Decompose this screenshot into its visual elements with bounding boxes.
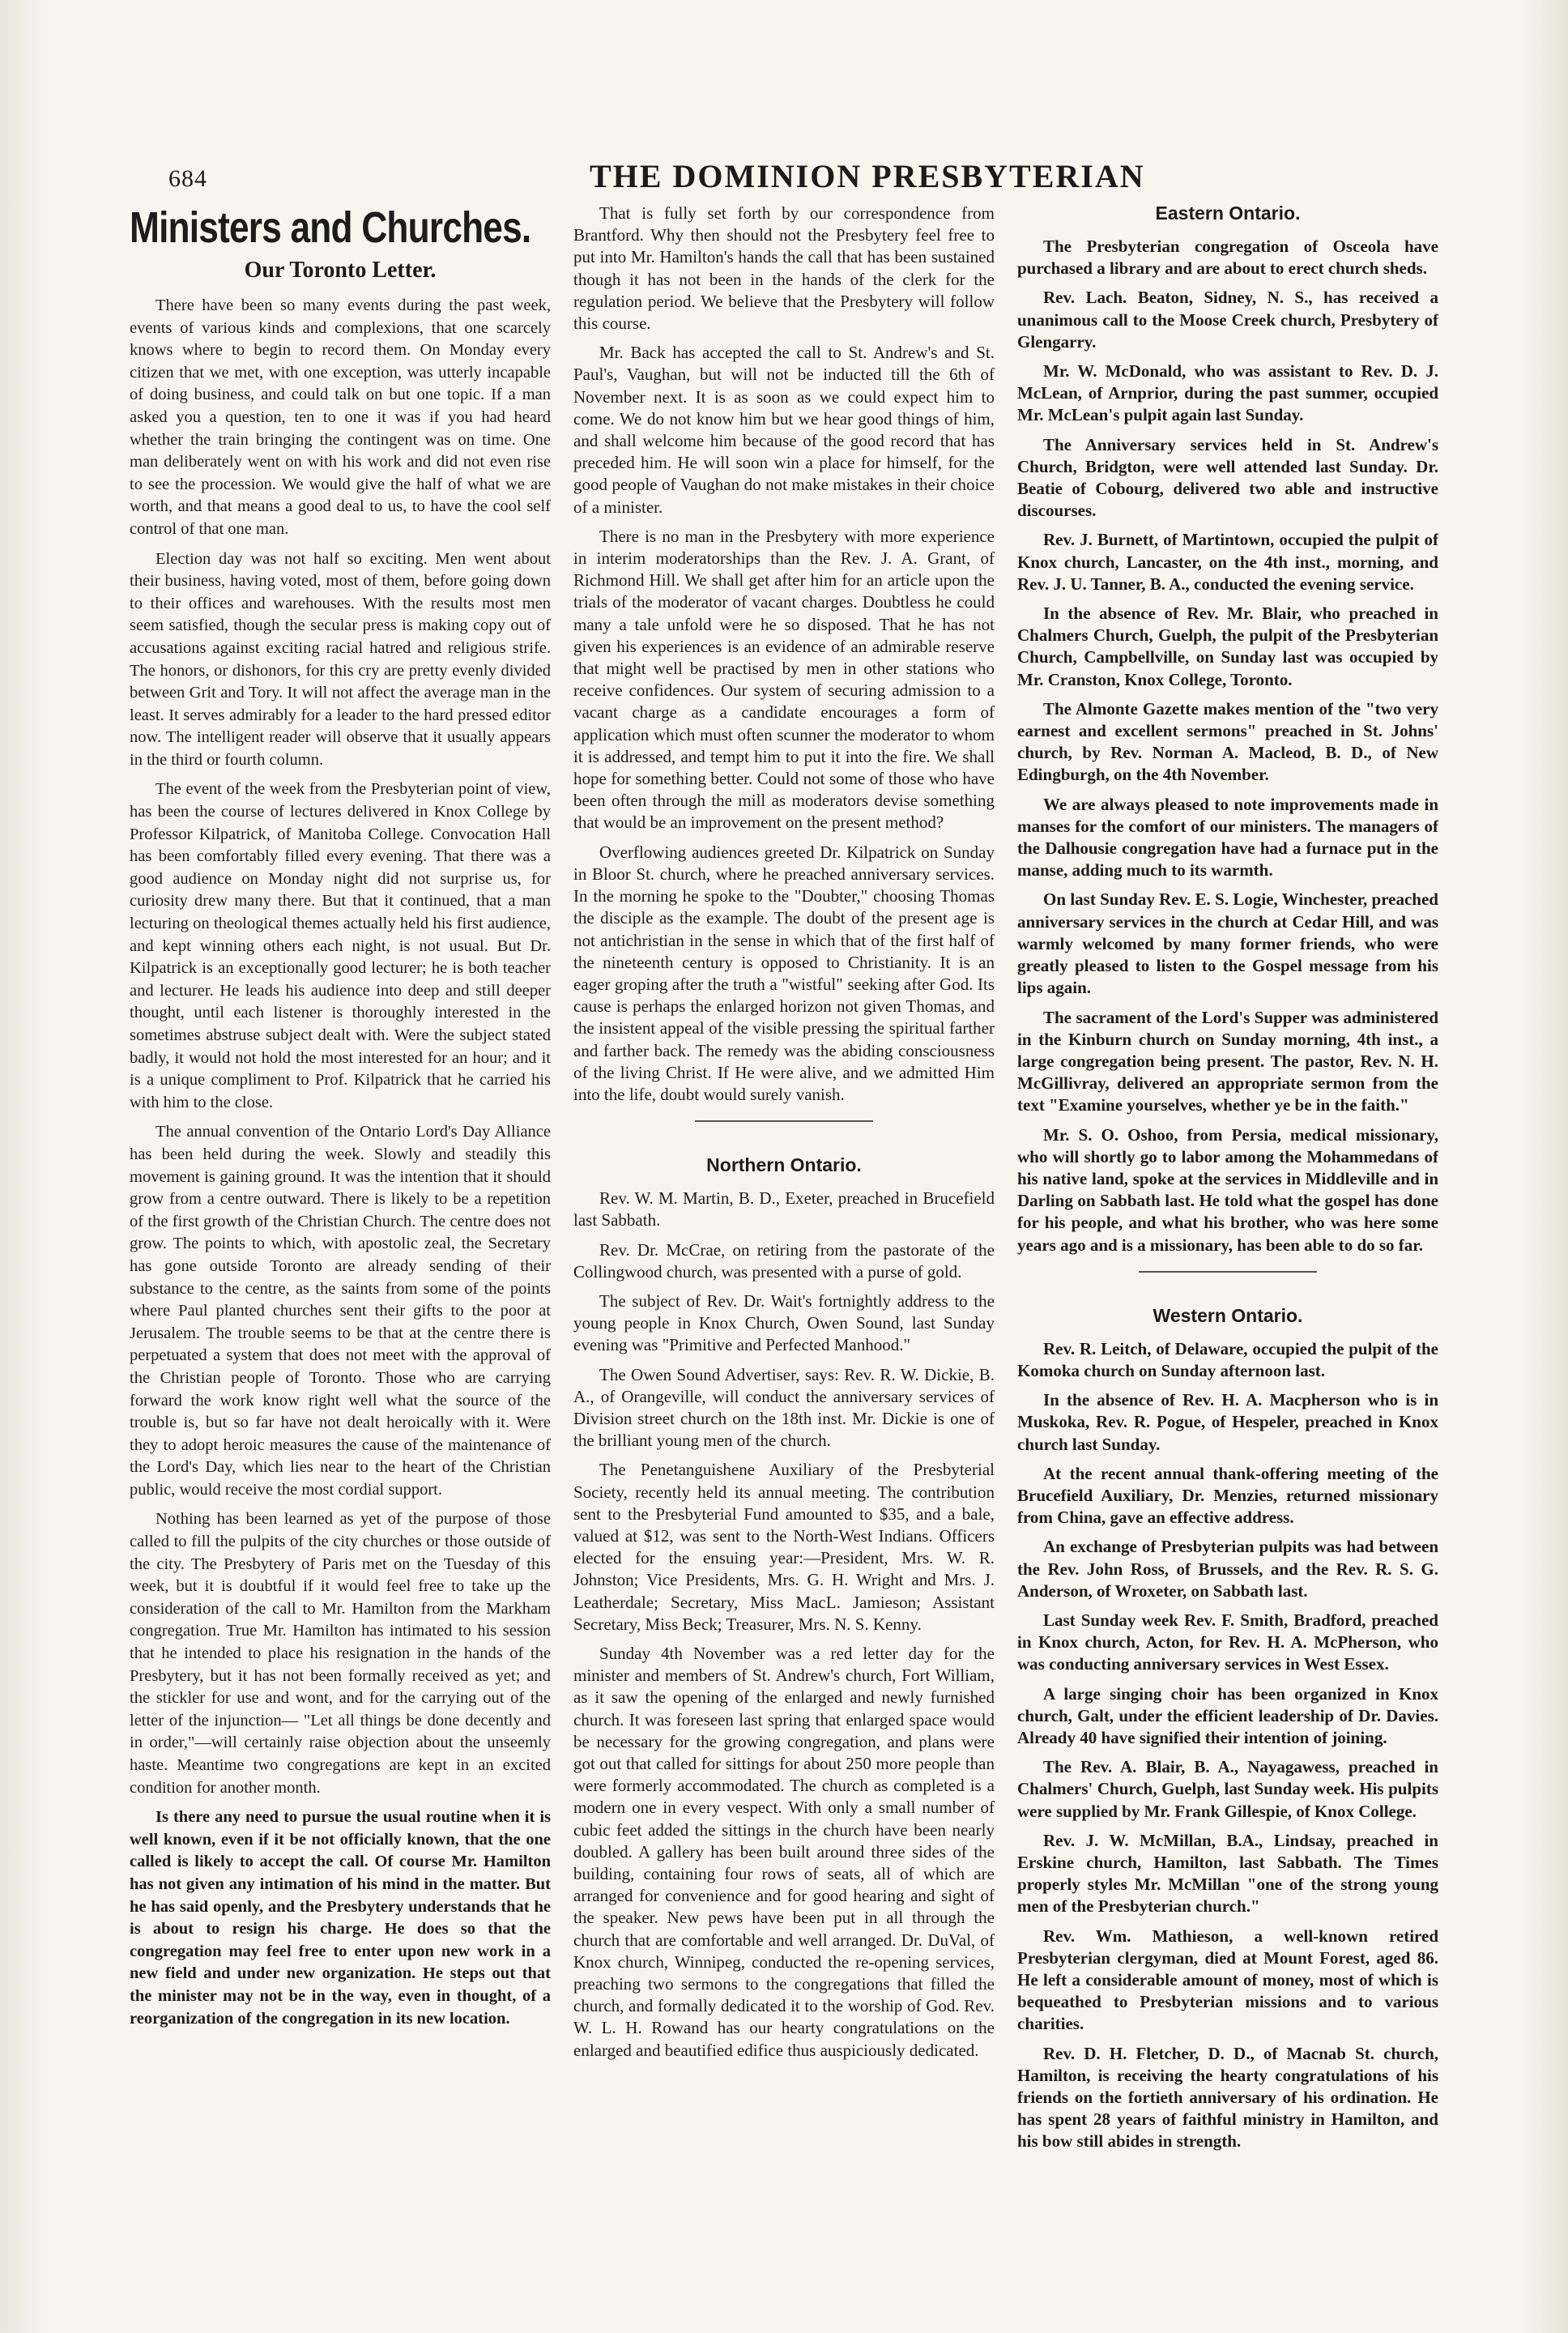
paragraph: The sacrament of the Lord's Supper was administered in the Kinburn church on Sunday morning, 4th inst., a large congregation being present. The pastor, Rev. N. H. McGillivray, delivered an appropriate sermon from the text "Examine yourselves, whether ye be in the faith." [1017,1007,1438,1115]
paragraph: There have been so many events during the past week, events of various kinds and complexions, that one scarcely knows where to begin to record them. On Monday every citizen that we met, with one exception, was utterly incapable of doing business, and could talk on but one topic. If a man asked you a question, ten to one it was if you had heard whether the train bringing the contingent was on time. One man deliberately went on with his work and did not even rise to see the procession. We would give the half of what we are worth, and that means a good deal to us, to have the cool self control of that one man. [130,296,551,538]
running-head: THE DOMINION PRESBYTERIAN [590,158,1145,194]
column-3 [1017,203,1438,2179]
paragraph: Rev. Dr. McCrae, on retiring from the pastorate of the Collingwood church, was presented with a purse of gold. [573,1239,995,1282]
paragraph: Rev. J. Burnett, of Martintown, occupied the pulpit of Knox church, Lancaster, on the 4th inst., morning, and Rev. J. U. Tanner, B. A., conducted the evening service. [1017,530,1438,594]
paragraph: Overflowing audiences greeted Dr. Kilpatrick on Sunday in Bloor St. church, where he preached anniversary services. In the morning he spoke to the "Doubter," choosing Thomas the disciple as the example. The doubt of the present age is not antichristian in the sense in which that of the first half of the nineteenth century is opposed to Christianity. It is an eager groping after the truth a "wistful" seeking after God. Its cause is perhaps the enlarged horizon not given Thomas, and the insistent appeal of the visible pressing the spiritual farther and farther back. The remedy was the abiding consciousness of the living Christ. If He were alive, and we admitted Him into the life, doubt would surely vanish. [573,842,995,1104]
page-header [168,154,1400,196]
paragraph: The Anniversary services held in St. Andrew's Church, Bridgton, were well attended last Sunday. Dr. Beatie of Cobourg, delivered two able and instructive discourses. [1017,434,1438,521]
paragraph: On last Sunday Rev. E. S. Logie, Winchester, preached anniversary services in the church at Cedar Hill, and was warmly welcomed by many former friends, who were greatly pleased to listen to the Gospel message from his lips again. [1017,889,1438,998]
paragraph: The event of the week from the Presbyterian point of view, has been the course of lectures delivered in Knox College by Professor Kilpatrick, of Manitoba College. Convocation Hall has been comfortably filled every evening. That there was a good audience on Monday night did not surprise us, for curiosity drew many there. But that it continued, that a man lecturing on theological themes actually held his first audience, and kept winning others each night, is not usual. But Dr. Kilpatrick is an exceptionally good lecturer; he is both teacher and lecturer. He leads his audience into deep and still deeper thought, until each listener is thoroughly interested in the sometimes abstruse subject dealt with. Were the subject stated badly, it would not hold the most interested for an hour; and it is a unique compliment to Prof. Kilpatrick that he carried his with him to the close. [130,780,551,1111]
section-heading-western-ontario: Western Ontario. [1153,1304,1303,1326]
paragraph: Rev. R. Leitch, of Delaware, occupied the pulpit of the Komoka church on Sunday afternoon last. [1017,1338,1438,1380]
paragraph: Rev. Wm. Mathieson, a well-known retired Presbyterian clergyman, died at Mount Forest, aged 86. He left a considerable amount of money, most of which is bequeathed to Presbyterian missions and to various charities. [1017,1926,1438,2034]
section-heading-northern-ontario: Northern Ontario. [706,1154,862,1176]
paragraph: Election day was not half so exciting. Men went about their business, having voted, most of them, before going down to their offices and warehouses. With the results most men seem satisfied, though the secular press is making copy out of accusations against exciting racial hatred and religious strife. The honors, or dishonors, for this cry are pretty evenly divided between Grit and Tory. It will not affect the average man in the least. It serves admirably for a leader to the hard pressed editor now. The intelligent reader will observe that it usually appears in the third or fourth column. [130,549,551,769]
page-number: 684 [168,165,207,192]
paragraph: Rev. D. H. Fletcher, D. D., of Macnab St. church, Hamilton, is receiving the hearty congratulations of his friends on the fortieth anniversary of his ordination. He has spent 28 years of faithful ministry in Hamilton, and his bow still abides in strength. [1017,2043,1438,2152]
paragraph: There is no man in the Presbytery with more experience in interim moderatorships than the Rev. J. A. Grant, of Richmond Hill. We shall get after him for an article upon the trials of the moderator of vacant charges. Doubtless he could many a tale unfold were he so disposed. That he has not given his experiences is an evidence of an admirable reserve that might well be practised by men in other stations who receive confidences. Our system of securing admission to a vacant charge as a candidate encourages a form of application which must often scunner the moderator to whom it is addressed, and tempt him to put it into the fire. We shall hope for something better. Could not some of those who have been often through the mill as moderators devise something that would be an improvement on the present method? [573,526,995,833]
paragraph: The Rev. A. Blair, B. A., Nayagawess, preached in Chalmers' Church, Guelph, last Sunday week. His pulpits were supplied by Mr. Frank Gillespie, of Knox College. [1017,1757,1438,1821]
main-title: Ministers and Churches. [130,203,531,252]
paragraph: An exchange of Presbyterian pulpits was had between the Rev. John Ross, of Brussels, and the Rev. R. S. G. Anderson, of Wroxeter, on Sabbath last. [1017,1537,1438,1601]
section-heading-eastern-ontario: Eastern Ontario. [1155,203,1301,224]
paragraph: Sunday 4th November was a red letter day for the minister and members of St. Andrew's church, Fort William, as it saw the opening of the enlarged and newly furnished church. It was foreseen last spring that enlarged space would be necessary for the growing congregation, and plans were got out that called for sittings for about 250 more people than were formerly accommodated. The church as completed is a modern one in every vespect. With only a small number of cubic feet added the sittings in the church have been nearly doubled. A gallery has been built around three sides of the building, containing four rows of seats, all of which are arranged for convenience and for good hearing and sight of the speaker. New pews have been put in all through the church that are comfortable and well arranged. Dr. DuVal, of Knox church, Winnipeg, conducted the re-opening services, preaching two sermons to the congregations that filled the church, and formally dedicated it to the worship of God. Rev. W. L. H. Rowand has our hearty congratulations on the enlarged and beautified edifice thus auspiciously dedicated. [573,1643,995,2060]
paragraph: The Almonte Gazette makes mention of the "two very earnest and excellent sermons" preached in St. Johns' church, by Rev. Norman A. Macleod, B. D., of New Edingburgh, on the 4th November. [1017,698,1438,785]
paragraph: The Owen Sound Advertiser, says: Rev. R. W. Dickie, B. A., of Orangeville, will conduct the anniversary services of Division street church on the 18th inst. Mr. Dickie is one of the brilliant young men of the church. [573,1364,995,1451]
paragraph: Mr. S. O. Oshoo, from Persia, medical missionary, who will shortly go to labor among the Mohammedans of his native land, spoke at the services in Middleville and in Darling on Sabbath last. He told what the gospel has done for his people, and what his brother, who was here some years ago and is a missionary, has been able to do so far. [1017,1124,1438,1255]
column-2 [573,203,995,2179]
section-divider [695,1120,873,1122]
paragraph: That is fully set forth by our correspondence from Brantford. Why then should not the Presbytery feel free to put into Mr. Hamilton's hands the call that has been sustained though it has not been in the hands of the clerk for the regulation period. We believe that the Presbytery will follow this course. [573,203,995,334]
paragraph: Last Sunday week Rev. F. Smith, Bradford, preached in Knox church, Acton, for Rev. H. A. McPherson, who was conducting anniversary services in West Essex. [1017,1610,1438,1674]
paragraph: The Penetanguishene Auxiliary of the Presbyterial Society, recently held its annual meeting. The contribution sent to the Presbyterial Fund amounted to $35, and a bale, valued at $12, was sent to the North-West Indians. Officers elected for the ensuing year:—President, Mrs. W. R. Johnston; Vice Presidents, Mrs. G. H. Wright and Mrs. J. Leatherdale; Secretary, Miss MacL. Jamieson; Assistant Secretary, Miss Beck; Treasurer, Mrs. N. S. Kenny. [573,1460,995,1634]
paragraph: Nothing has been learned as yet of the purpose of those called to fill the pulpits of the city churches or those outside of the city. The Presbytery of Paris met on the Tuesday of this week, but it is doubtful if it would feel free to take up the consideration of the call to Mr. Hamilton from the Markham congregation. True Mr. Hamilton has intimated to his session that he intended to place his resignation in the hands of the Presbytery, but it has not been formally received as yet; and the stickler for use and wont, and for the carrying out of the letter of the injunction— "Let all things be done decently and in order,"—will certainly raise objection about the unseemly haste. Meantime two congregations are kept in an excited condition for another month. [130,1510,551,1797]
paragraph: The subject of Rev. Dr. Wait's fortnightly address to the young people in Knox Church, Owen Sound, last Sunday evening was "Primitive and Perfected Manhood." [573,1290,995,1355]
paragraph: Is there any need to pursue the usual routine when it is well known, even if it be not officially known, that the one called is likely to accept the call. Of course Mr. Hamilton has not given any intimation of his mind in the matter. But he has said openly, and the Presbytery understands that he is about to resign his charge. He does so that the congregation may feel free to enter upon new work in a new field and under new organization. He steps out that the minister may not be in the way, even in thought, of a reorganization of the congregation in its new location. [130,1808,551,2028]
paragraph: In the absence of Rev. H. A. Macpherson who is in Muskoka, Rev. R. Pogue, of Hespeler, preached in Knox church last Sunday. [1017,1390,1438,1454]
paragraph: Mr. W. McDonald, who was assistant to Rev. D. J. McLean, of Arnprior, during the past summer, occupied Mr. McLean's pulpit again last Sunday. [1017,361,1438,425]
paragraph: The Presbyterian congregation of Osceola have purchased a library and are about to erect church sheds. [1017,237,1438,279]
paragraph: Rev. W. M. Martin, B. D., Exeter, preached in Brucefield last Sabbath. [573,1188,995,1230]
sub-title: Our Toronto Letter. [244,258,437,283]
paragraph: In the absence of Rev. Mr. Blair, who preached in Chalmers Church, Guelph, the pulpit of the Presbyterian Church, Campbellville, on Sunday last was occupied by Mr. Cranston, Knox College, Toronto. [1017,604,1438,689]
paragraph: A large singing choir has been organized in Knox church, Galt, under the efficient leadership of Dr. Davies. Already 40 have signified their intention of joining. [1017,1683,1438,1747]
paragraph: Rev. Lach. Beaton, Sidney, N. S., has received a unanimous call to the Moose Creek church, Presbytery of Glengarry. [1017,288,1438,352]
paragraph: Mr. Back has accepted the call to St. Andrew's and St. Paul's, Vaughan, but will not be inducted till the 6th of November next. It is as soon as we could expect him to come. We do not know him but we hear good things of him, and shall welcome him because of the good record that has preceded him. He will soon win a place for himself, for the good people of Vaughan do not make mistakes in their choice of a minister. [573,343,995,517]
paragraph: We are always pleased to note improvements made in manses for the comfort of our ministers. The managers of the Dalhousie congregation have had a furnace put in the manse, adding much to its warmth. [1017,794,1438,881]
section-divider [1139,1271,1317,1273]
paragraph: The annual convention of the Ontario Lord's Day Alliance has been held during the week. Slowly and steadily this movement is gaining ground. It was the intention that it should grow from a centre outward. There is likely to be a repetition of the first growth of the Christian Church. The centre does not grow. The points to which, with apostolic zeal, the Secretary has gone outside Toronto are already sending of their substance to the centre, as the saints from some of the points where Paul planted churches sent their gifts to the poor at Jerusalem. The trouble seems to be that at the centre there is perpetuated a system that does not meet with the approval of the Christian people of Toronto. Those who are carrying forward the work know right well what the source of the trouble is, but so far have not dealt heroically with it. Were they to adopt heroic measures the cause of the maintenance of the Lord's Day, which lies near to the heart of the Christian public, would receive the most cordial support. [130,1123,551,1499]
paragraph: Rev. J. W. McMillan, B.A., Lindsay, preached in Erskine church, Hamilton, last Sabbath. The Times properly styles Mr. McMillan "one of the strong young men of the Presbyterian church." [1017,1830,1438,1917]
column-1 [130,203,551,2179]
paragraph: At the recent annual thank-offering meeting of the Brucefield Auxiliary, Dr. Menzies, returned missionary from China, gave an effective address. [1017,1463,1438,1528]
